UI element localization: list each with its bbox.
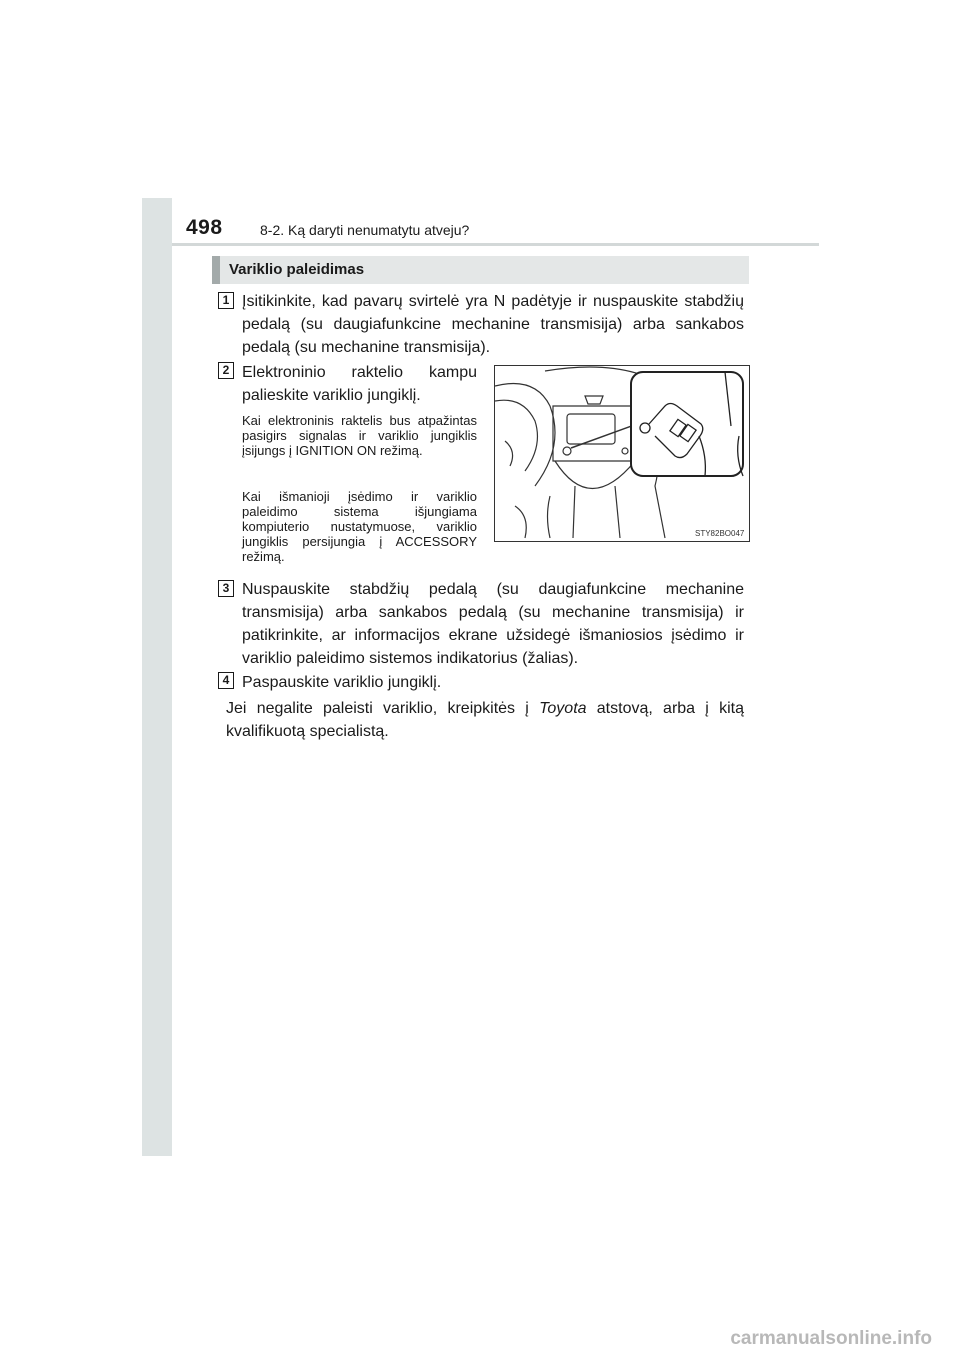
closing-text-after: atstovą, arba į kitą kvalifikuotą specialistą. xyxy=(226,700,744,740)
header-divider xyxy=(172,243,819,246)
section-title-bar xyxy=(212,256,749,284)
page-number: 498 xyxy=(186,216,223,239)
section-title: Variklio paleidimas xyxy=(229,261,365,278)
step-2-text: Elektroninio raktelio kampu palieskite variklio jungiklį. xyxy=(242,364,477,404)
step-number-2: 2 xyxy=(218,362,234,379)
key-engine-switch-figure xyxy=(494,365,750,542)
step-2-note-1: Kai elektroninis raktelis bus atpažintas pasigirs signalas ir variklio jungiklis įsijungs į IGNITION ON režimą. xyxy=(242,413,477,458)
step-1-text: Įsitikinkite, kad pavarų svirtelė yra N padėtyje ir nuspauskite stabdžių pedalą (su daugiafunkcine mechanine transmisija) arba sankabos pedalą (su mechanine transmisija). xyxy=(242,293,744,356)
dashboard-illustration xyxy=(495,366,749,541)
brand-name: Toyota xyxy=(539,700,587,717)
closing-text-before: Jei negalite paleisti variklio, kreipkitės į xyxy=(226,700,540,717)
figure-code: STY82BO047 xyxy=(695,529,745,538)
step-2-note-2: Kai išmanioji įsėdimo ir variklio paleidimo sistema išjungiama kompiuterio nustatymuose, variklio jungiklis persijungia į ACCESSORY režimą. xyxy=(242,489,477,564)
closing-paragraph xyxy=(226,697,744,743)
watermark: carmanualsonline.info xyxy=(730,1328,932,1349)
step-number-3: 3 xyxy=(218,580,234,597)
chapter-header: 8-2. Ką daryti nenumatytu atveju? xyxy=(260,222,470,238)
step-number-1: 1 xyxy=(218,292,234,309)
step-number-4: 4 xyxy=(218,672,234,689)
side-margin-strip xyxy=(142,198,172,1156)
step-3-text: Nuspauskite stabdžių pedalą (su daugiafunkcine mechanine transmisija) arba sankabos pedalą (su mechanine transmisija) ir patikrinkite, ar informacijos ekrane užsidegė išmaniosios įsėdimo ir variklio paleidimo sistemos indikatorius (žalias). xyxy=(242,581,744,667)
step-4-text: Paspauskite variklio jungiklį. xyxy=(242,674,442,691)
